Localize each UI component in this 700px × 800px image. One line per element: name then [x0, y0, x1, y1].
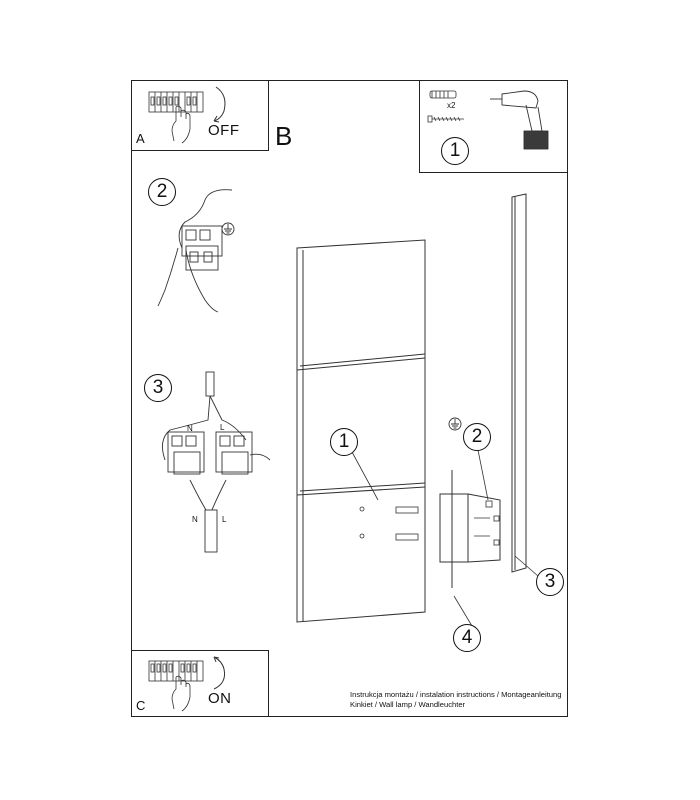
hand-icon: [172, 676, 190, 711]
live-label-bottom: L: [222, 515, 227, 524]
callout-3-screws: 3: [536, 568, 564, 596]
step-2-wiring: 2: [148, 178, 176, 206]
step-1-tools: 1: [441, 137, 469, 165]
breaker-off-illustration: [132, 81, 268, 150]
on-label: ON: [208, 690, 232, 707]
panel-c-letter: C: [136, 698, 146, 713]
off-label: OFF: [208, 122, 240, 139]
panel-a-letter: A: [136, 131, 145, 146]
live-label-top: L: [220, 423, 225, 432]
tools-illustration: [420, 81, 567, 172]
drill-icon: [490, 91, 548, 149]
callout-1-wall-plugs: 1: [330, 428, 358, 456]
panel-a: [131, 80, 269, 151]
caption-line-2: Kinkiet / Wall lamp / Wandleuchter: [350, 700, 466, 709]
breaker-on-illustration: [132, 651, 268, 716]
neutral-label-top: N: [187, 424, 193, 433]
caption-line-1: Instrukcja montażu / instalation instructions / Montageanleitung: [350, 690, 562, 699]
wall-plug-icon: [430, 91, 456, 98]
instruction-sheet: [131, 80, 568, 717]
step-3-wiring: 3: [144, 374, 172, 402]
screw-icon: [428, 116, 464, 122]
panel-b-letter: B: [275, 121, 293, 151]
tools-panel: [419, 80, 568, 173]
panel-c: [131, 650, 269, 717]
callout-4-lamp: 4: [453, 624, 481, 652]
callout-2-ground: 2: [463, 423, 491, 451]
neutral-label-bottom: N: [192, 515, 198, 524]
dowel-count: x2: [447, 101, 456, 110]
curved-arrow-icon: [214, 87, 225, 121]
